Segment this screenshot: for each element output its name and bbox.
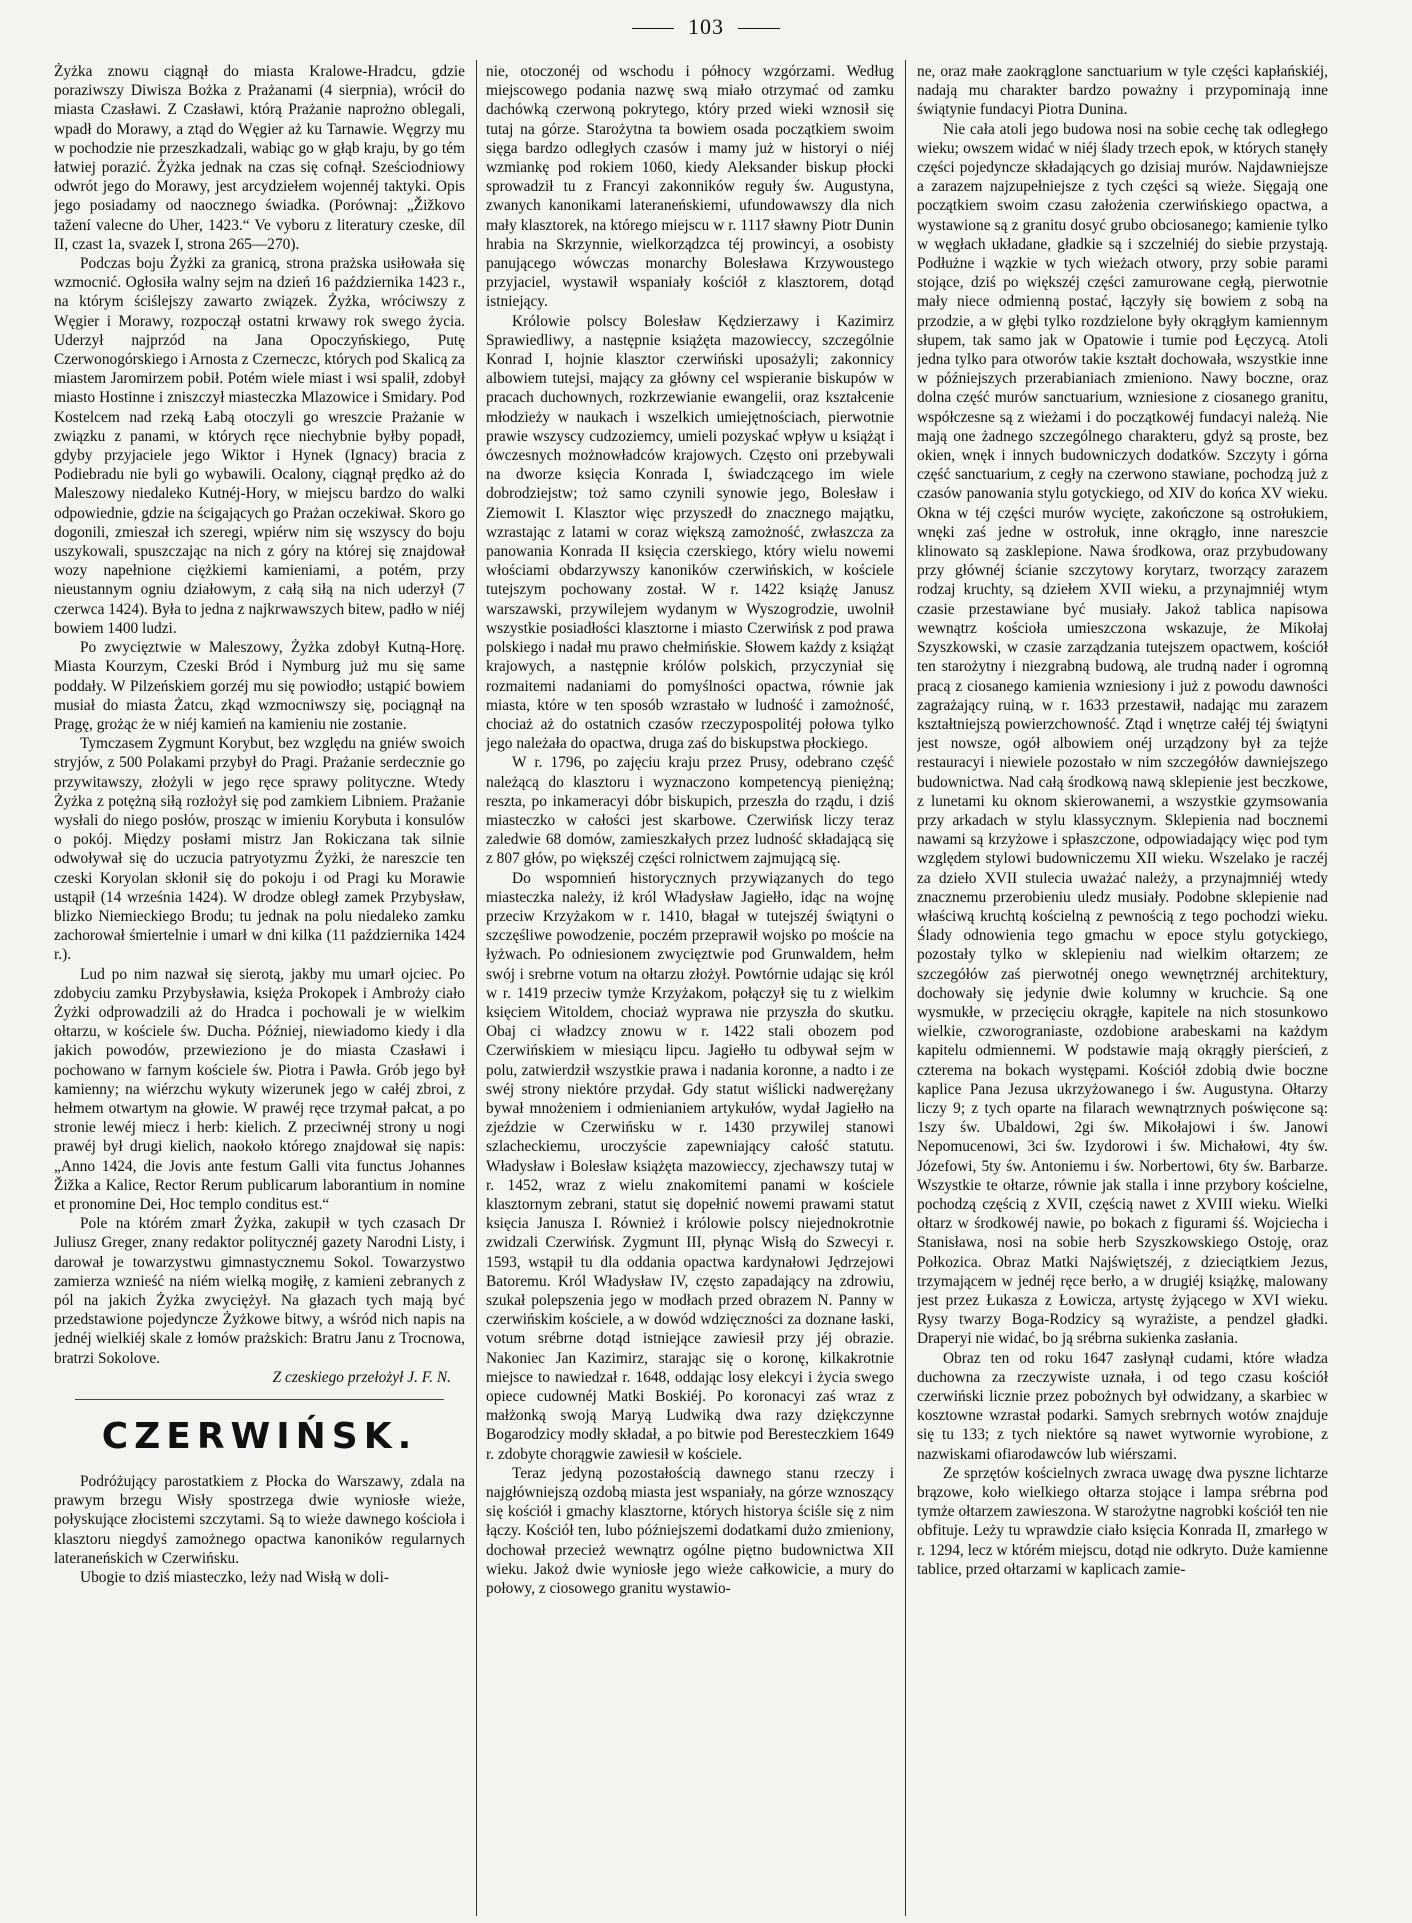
article-title: CZERWIŃSK. (101, 1416, 418, 1458)
paragraph: Do wspomnień historycznych przywiązanych do tego miasteczka należy, iż król Władysław Jagiełło, idąc na wojnę przeciw Krzyżakom w r. 1410, błagał w tutejszéj świątyni o szczęśliwe powodzenie, poczém przeprawił wojsko po moście na łyżwach. Po odniesionem zwycięztwie pod Grunwaldem, hełm swój i srebrne votum na ołtarzu złożył. Powtórnie udając się król w r. 1419 przeciw tymże Krzyżakom, połączył się tu z wielkim księciem Witoldem, chociaż wyprawa nie przyszła do skutku. Obaj ci władzcy znowu w r. 1422 stali obozem pod Czerwińskiem w miesiącu lipcu. Jagiełło tu odbywał sejm w polu, zatwierdził wszystkie prawa i nadania koronne, a nadto i ze swéj strony niektóre przydał. Gdy statut wiślicki nadwerężany bywał mnożeniem i odmienianiem artykułów, wydał Jagiełło na zjeździe w Czerwińsku w r. 1430 przywilej stanowi szlacheckiemu, uroczyście zapewniający całość statutu. Władysław i Bolesław książęta mazowieccy, zjechawszy tutaj w r. 1452, wraz z wielu znakomitemi panami w kościele klasztornym zebrani, statut się dopełnić nowemi prawami statut księcia Janusza I. Również i królowie polscy niejednokrotnie zwidzali Czerwińsk. Zygmunt III, płynąc Wisłą do Szwecyi r. 1593, wstąpił tu dla oddania opactwa kardynałowi Jędrzejowi Batoremu. Król Władysław IV, często zapadający na zdrowiu, szukał polepszenia jego w modłach przed obrazem N. Panny w czerwińskim kościele, a w dowód wdzięczności za doznane łaski, votum srébrne dotąd istniejące zawiesił przy jéj obrazie. Nakoniec Jan Kazimirz, starając się o koronę, kilkakrotnie miejsce to nawiedzał r. 1648, oddając losy elekcyi i życia swego opiece cudownéj Matki Boskiéj. Po koronacyi zaś wraz z małżonką swoją Maryą Ludwiką dwa razy dziękczynne Bogarodzicy modły składał, a po bitwie pod Beresteczkiem 1649 r. zdobyte chorągwie zawiesił w kościele. (486, 869, 894, 1463)
section-divider (75, 1399, 445, 1400)
paragraph: Lud po nim nazwał się sierotą, jakby mu umarł ojciec. Po zdobyciu zamku Przybysławia, księża Prokopek i Ambroży ciało Żyżki odprowadzili aż do Hradca i pochowali je w wielkim ołtarzu, w kościele św. Ducha. Później, niewiadomo kiedy i dla jakich powodów, przewieziono je do miasta Czasławi i pochowano w farnym kościele św. Piotra i Pawła. Grób jego był kamienny; na wiérzchu wykuty wizerunek jego w całéj zbroi, z hełmem otwartym na głowie. W prawéj ręce trzymał pałcat, a po stronie lewéj miecz i herb: kielich. Z przeciwnéj strony u nogi prawéj był drugi kielich, naokoło którego znajdował się napis: „Anno 1424, die Jovis ante festum Galli vita functus Johannes Žižka a Kalice, Rector Rerum publicarum laborantium in nomine et pronomine Dei, Hoc templo conditus est.“ (54, 965, 465, 1213)
paragraph: Obraz ten od roku 1647 zasłynął cudami, które władza duchowna za rzeczywiste uznała, i od tego czasu kościół czerwiński licznie przez pobożnych był odwidzany, a skarbiec w kosztowne wzrastał podarki. Samych srebrnych wotów znajduje się tu 133; z tych niektóre są nawet wytwornie wyrobione, z nazwiskami ofiarodawców lub wiérszami. (917, 1349, 1328, 1463)
paragraph: nie, otoczonéj od wschodu i północy wzgórzami. Według miejscowego podania nazwę swą miało otrzymać od zamku dachówką czerwoną pokrytego, który przed wieki wznosił się tutaj na górze. Starożytna ta bowiem osada początkiem swoim sięga bardzo odległych czasów i mamy już w historyi o niéj wzmiankę pod rokiem 1060, kiedy Aleksander biskup płocki sprowadził tu z Francyi zakonników reguły św. Augustyna, zwanych kanonikami lateraneńskiemi, ufundowawszy dla nich mały klasztorek, na którego miejscu w r. 1117 sławny Piotr Dunin hrabia na Skrzynnie, wielkorządzca téj prowincyi, a osobisty panującego wówczas monarchy Bolesława Krzywoustego przyjaciel, wystawił wspaniały kościół z klasztorem, dotąd istniejący. (486, 63, 894, 311)
paragraph: Podróżujący parostatkiem z Płocka do Warszawy, zdala na prawym brzegu Wisły spostrzega dwie wyniosłe wieże, połyskujące złocistemi szczytami. Są to wieże dawnego kościoła i klasztoru niegdyś zamożnego opactwa kanoników regularnych lateraneńskich w Czerwińsku. (54, 1473, 465, 1567)
paragraph: Pole na którém zmarł Żyżka, zakupił w tych czasach Dr Juliusz Greger, znany redaktor politycznéj gazety Narodni Listy, i darował je towarzystwu gimnastycznemu Sokol. Towarzystwo zamierza wznieść na niém wielką mogiłę, z kamieni zebranych z pól na jakich Żyżka zwyciężył. Na głazach tych mają być przedstawione pojedyncze Żyżkowe bitwy, a wśród nich napis na jednéj wielkiéj skale z łomów prażskich: Bratru Janu z Trocnowa, bratrzi Sokolove. (54, 1215, 465, 1367)
page-header (0, 14, 1412, 40)
column-1 (54, 62, 465, 1917)
header-dash-left (632, 28, 674, 29)
paragraph: Królowie polscy Bolesław Kędzierzawy i Kazimirz Sprawiedliwy, a następnie książęta mazowieccy, szczególnie Konrad I, hojnie klasztor czerwiński uposażyli; zakonnicy albowiem tutejsi, mający za główny cel wspieranie biskupów w pracach duchownych, rozkrzewianie ewangelii, oraz kształcenie młodzieży w naukach i wszelkich umiejętnościach, pierwotnie prawie wszyscy cudzoziemcy, umieli pozyskać wpływ u książąt i ówczesnych możnowładców krajowych. Często oni przebywali na dworze księcia Konrada I, świadczącego im wiele dobrodziejstw; toż samo czynili synowie jego, Bolesław i Ziemowit I. Klasztor więc przyszedł do znacznego majątku, wzrastając z latami w coraz większą zamożność, zwłaszcza za panowania Konrada II księcia czerskiego, który wielu nowemi włościami obdarzywszy kanoników czerwińskich, w kościele tutejszym pochowany został. W r. 1422 książę Janusz warszawski, przywilejem wydanym w Wyszogrodzie, uwolnił wszystkie posiadłości klasztorne i miasto Czerwińsk z pod prawa polskiego i nadał mu prawo chełmińskie. Słowem każdy z książąt krajowych, a następnie królów polskich, przyczyniał się rozmaitemi nadaniami do pomyślności opactwa, równie jak miasta, które w ten sposób wzrastało w ludność i zamożność, chociaż aż do ostatnich czasów rzeczypospolitéj połowa tylko jego należała do opactwa, druga zaś do biskupstwa płockiego. (486, 312, 894, 753)
paragraph: W r. 1796, po zajęciu kraju przez Prusy, odebrano część należącą do klasztoru i wyznaczono kompetencyą pieniężną; reszta, po inkameracyi dóbr biskupich, przeszła do rządu, i dziś miasteczko w całości jest skarbowe. Czerwińsk liczy teraz zaledwie 68 domów, zamieszkałych przez ludność składającą się z 807 głów, po większéj części rolnictwem zajmującą się. (486, 754, 894, 868)
paragraph: Teraz jedyną pozostałością dawnego stanu rzeczy i najgłówniejszą ozdobą miasta jest wspaniały, na górze wznoszący się kościół i gmachy klasztorne, których historya ściśle się z nim łączy. Kościół ten, lubo późniejszemi dodatkami dużo zmieniony, dochował przecież wewnątrz ogólne piętno budownictwa XII wieku. Jakoż dwie wyniosłe jego wieże całkowicie, a mury do połowy, z ciosowego granitu wystawio- (486, 1464, 894, 1598)
paragraph: Tymczasem Zygmunt Korybut, bez względu na gniéw swoich stryjów, z 500 Polakami przybył do Pragi. Prażanie serdecznie go przywitawszy, złożyli w jego ręce sprawy polityczne. Wtedy Żyżka z potężną siłą rozłożył się pod zamkiem Libniem. Prażanie wysłali do niego posłów, prosząc w imieniu Korybuta i konsulów o pokój. Między posłami mistrz Jan Rokiczana tak silnie odwoływał się do uczucia patryotyzmu Żyżki, że nareszcie ten czeski Koryolan skłonił się do pokoju i od Pragi ku Morawie ustąpił (14 września 1424). W drodze obległ zamek Przybysław, blizko Niemieckiego Brodu; tu jednak na polu niedaleko zamku zachorował śmiertelnie i umarł w dni kilka (11 października 1424 r.). (54, 735, 465, 964)
column-3 (917, 62, 1328, 1917)
paragraph: Po zwycięztwie w Maleszowy, Żyżka zdobył Kutną-Horę. Miasta Kourzym, Czeski Bród i Nymburg już mu się same poddały. W Pilzeńskiem gorzéj mu się powiodło; ustąpić bowiem musiał do miasta Żatcu, zkąd wzmocniwszy się, pociągnął na Pragę, grożąc że w niéj kamień na kamieniu nie zostanie. (54, 639, 465, 733)
paragraph: Żyżka znowu ciągnął do miasta Kralowe-Hradcu, gdzie poraziwszy Diwisza Bożka z Prażanami (4 sierpnia), wrócił do miasta Czasławi. Z Czasławi, którą Prażanie naprożno oblegali, wpadł do Morawy, a ztąd do Węgier aż ku Tarnawie. Węgrzy mu w pochodzie nie przeszkadzali, wabiąc go w głąb kraju, by go tém łatwiej porazić. Żyżka jednak na czas się cofnął. Sześciodniowy odwrót jego do Morawy, jest arcydziełem wojennéj taktyki. Opis jego posiadamy od naocznego świadka. (Porównaj: „Žižkovo tažení valecne do Uher, 1423.“ Ve vyboru z literatury czeske, díl II, czast 1a, svazek I, strona 265—270). (54, 63, 465, 253)
column-rule-2 (905, 60, 906, 1916)
translator-signature: Z czeskiego przełożył J. F. N. (272, 1368, 451, 1386)
column-2 (486, 62, 894, 1917)
paragraph: ne, oraz małe zaokrąglone sanctuarium w tyle części kapłańskiéj, nadają mu charakter bardzo poważny i przypominają inne świątynie fundacyi Piotra Dunina. (917, 63, 1328, 119)
page-number: 103 (688, 14, 724, 39)
paragraph: Podczas boju Żyżki za granicą, strona prażska usiłowała się wzmocnić. Ogłosiła walny sejm na dzień 16 października 1423 r., na którym ściślejszy zawarto związek. Żyżka, wróciwszy z Węgier i Morawy, rozpoczął ostatni krwawy rok swego życia. Uderzył najprzód na Jana Opoczyńskiego, Putę Czerwonogórskiego i Arnosta z Czerneczc, których pod Skalicą za miastem Jaromirzem pobił. Potém wiele miast i wsi spalił, zdobył miasto Hostinne i zniszczył miasteczka Mlazowice i Smidary. Pod Kostelcem nad rzeką Łabą otoczyli go wreszcie Prażanie w związku z panami, w których ręce niechybnie byłby popadł, gdyby przyjaciele jego Wiktor i Hynek (Ignacy) bracia z Podiebradu nie byli go wybawili. Ocalony, ciągnął prędko aż do Maleszowy niedaleko Kutnéj-Hory, w miejscu bardzo do walki odpowiednie, gdzie na ścigających go Prażan oczekiwał. Skoro go dogonili, zmieszał ich szeregi, wpiérw nim się wszyscy do boju uszykowali, spuszczając na nich z góry na której się znajdował wozy napełnione ciężkiemi kamieniami, a potém, przy nieustannym ogniu działowym, z całą siłą na nich uderzył (7 czerwca 1424). Była to jedna z najkrwawszych bitew, padło w niéj bowiem 1400 ludzi. (54, 255, 465, 637)
header-dash-right (738, 28, 780, 29)
column-rule-1 (476, 60, 477, 1916)
paragraph: Ze sprzętów kościelnych zwraca uwagę dwa pyszne lichtarze brązowe, koło wielkiego ołtarza stojące i lampa srébrna pod tymże ołtarzem zawieszona. W starożytne nagrobki kościół ten nie obfituje. Leży tu wprawdzie ciało księcia Konrada II, zmarłego w r. 1294, lecz w którém miejscu, dotąd nie odkryto. Duże kamienne tablice, przed ołtarzami w kaplicach zamie- (917, 1464, 1328, 1578)
paragraph: Ubogie to dziś miasteczko, leży nad Wisłą w doli- (80, 1569, 389, 1587)
paragraph: Nie cała atoli jego budowa nosi na sobie cechę tak odległego wieku; owszem widać w niéj ślady trzech epok, w których stanęły części pojedyncze składających go dzisiaj murów. Najdawniejsze a zarazem najzupełniejsze z tych części są wieże. Sięgają one początkiem swoim czasu założenia czerwińskiego opactwa, a wystawione są z granitu dosyć grubo obciosanego; kamienie tylko w węgłach układane, gładkie są i szczelniéj do siebie przystają. Podłużne i wązkie w tych wieżach otwory, przy sobie parami stojące, dziś po większéj części zamurowane cegłą, pierwotnie mały niece odmienną postać, łączyły się bowiem z sobą na przodzie, a w głębi tylko rozdzielone były okrągłym kamiennym słupem, tak samo jak w Opatowie i tumie pod Łęczycą. Atoli jedna tylko para otworów takie kształt dochowała, wszystkie inne w późniejszych przerabianiach zmieniono. Nawy boczne, oraz dolna część murów sanctuarium, wzniesione z ciosanego granitu, współczesne są z wieżami i do początkowéj fundacyi należą. Nie mają one żadnego szczególnego charakteru, gdyż są proste, bez okien, wnęk i innych budowniczych dodatków. Szczyty i górna część sanctuarium, z cegły na czerwono stawiane, pochodzą już z czasów panowania stylu gotyckiego, od XIV do końca XV wieku. Okna w téj części murów wycięte, zakończone są ostrołukiem, wnęki zaś jedne w ostrołuk, inne okrągło, inne nareszcie klinowato są zasklepione. Nawa środkowa, oraz przybudowany przy głównéj ścianie szczytowy korytarz, tworzący zarazem rodzaj kruchty, są dziełem XVII wieku, a przynajmniéj wtym czasie przestawiane być musiały. Jakoż tablica napisowa wewnątrz kościoła umieszczona wskazuje, że Mikołaj Szyszkowski, w czasie zarządzania tutejszem opactwem, kościół ten starożytny i niezgrabną budową, ale trudną nader i ogromną pracą z ciosanego kamienia wzniesiony i już z powodu dawności zagrażający ruiną, w r. 1633 przestawił, nadając mu zarazem kształtniejszą powierzchowność. Ztąd i wnętrze całéj téj świątyni jest nowsze, ogół albowiem onéj urządzony był za tejże restauracyi i niewiele pozostało w nim szczegółów dawniejszego budownictwa. Nad całą środkową nawą sklepienie jest beczkowe, z lunetami ku oknom skierowanemi, a wszystkie gzymsowania przy arkadach w stylu klassycznym. Sklepienia nad bocznemi nawami są krzyżowe i spłaszczone, odpowiadający więc pod tym względem stylowi budowniczemu XII wieku. Wszelako je raczéj za dzieło XVII stulecia uważać należy, a przynajmniéj wtedy znacznemu przerobieniu uledz musiały. Podobne sklepienie nad właściwą kruchtą kościelną z pewnością z tego pochodzi wieku. Ślady odnowienia tego gmachu w epoce stylu gotyckiego, pozostały tylko w sklepieniu nad wielkim ołtarzem; ze szczegółów zaś pierwotnéj onego wewnętrznéj architektury, dochowały się jedynie dwie kolumny w kruchcie. Są one wysmukłe, w przecięciu okrągłe, kapitele na nich stosunkowo wielkie, czworograniaste, ozdobione arabeskami na każdym kapitelu odmiennemi. W podstawie mają okrągły pierścień, z czterema na bokach występami. Kościół zdobią dwie boczne kaplice Pana Jezusa ukrzyżowanego i św. Augustyna. Ołtarzy liczy 9; z tych oparte na filarach wewnątrznych poświęcone są: 1szy św. Ubaldowi, 2gi św. Mikołajowi i św. Janowi Nepomucenowi, 3ci św. Izydorowi i św. Michałowi, 4ty św. Józefowi, 5ty św. Antoniemu i św. Norbertowi, 6ty św. Barbarze. Wszystkie te ołtarze, równie jak stalla i inne przybory kościelne, pochodzą częścią z XVII, częścią nawet z XVIII wieku. Wielki ołtarz w środkowéj nawie, po bokach z figurami śś. Wojciecha i Stanisława, nosi na sobie herb Szyszkowskiego Ostoję, oraz Połkozica. Obraz Matki Najświętszéj, z dzieciątkiem Jezus, trzymającem w jednéj ręce berło, a w drugiéj książkę, malowany jest przez Łukasza z Łowicza, artystę żyjącego w XVI wieku. Rysy twarzy Boga-Rodzicy są wyrażiste, a pendzel gładki. Draperyi nie widać, bo ją srébrna sukienka zasłania. (917, 120, 1328, 1348)
